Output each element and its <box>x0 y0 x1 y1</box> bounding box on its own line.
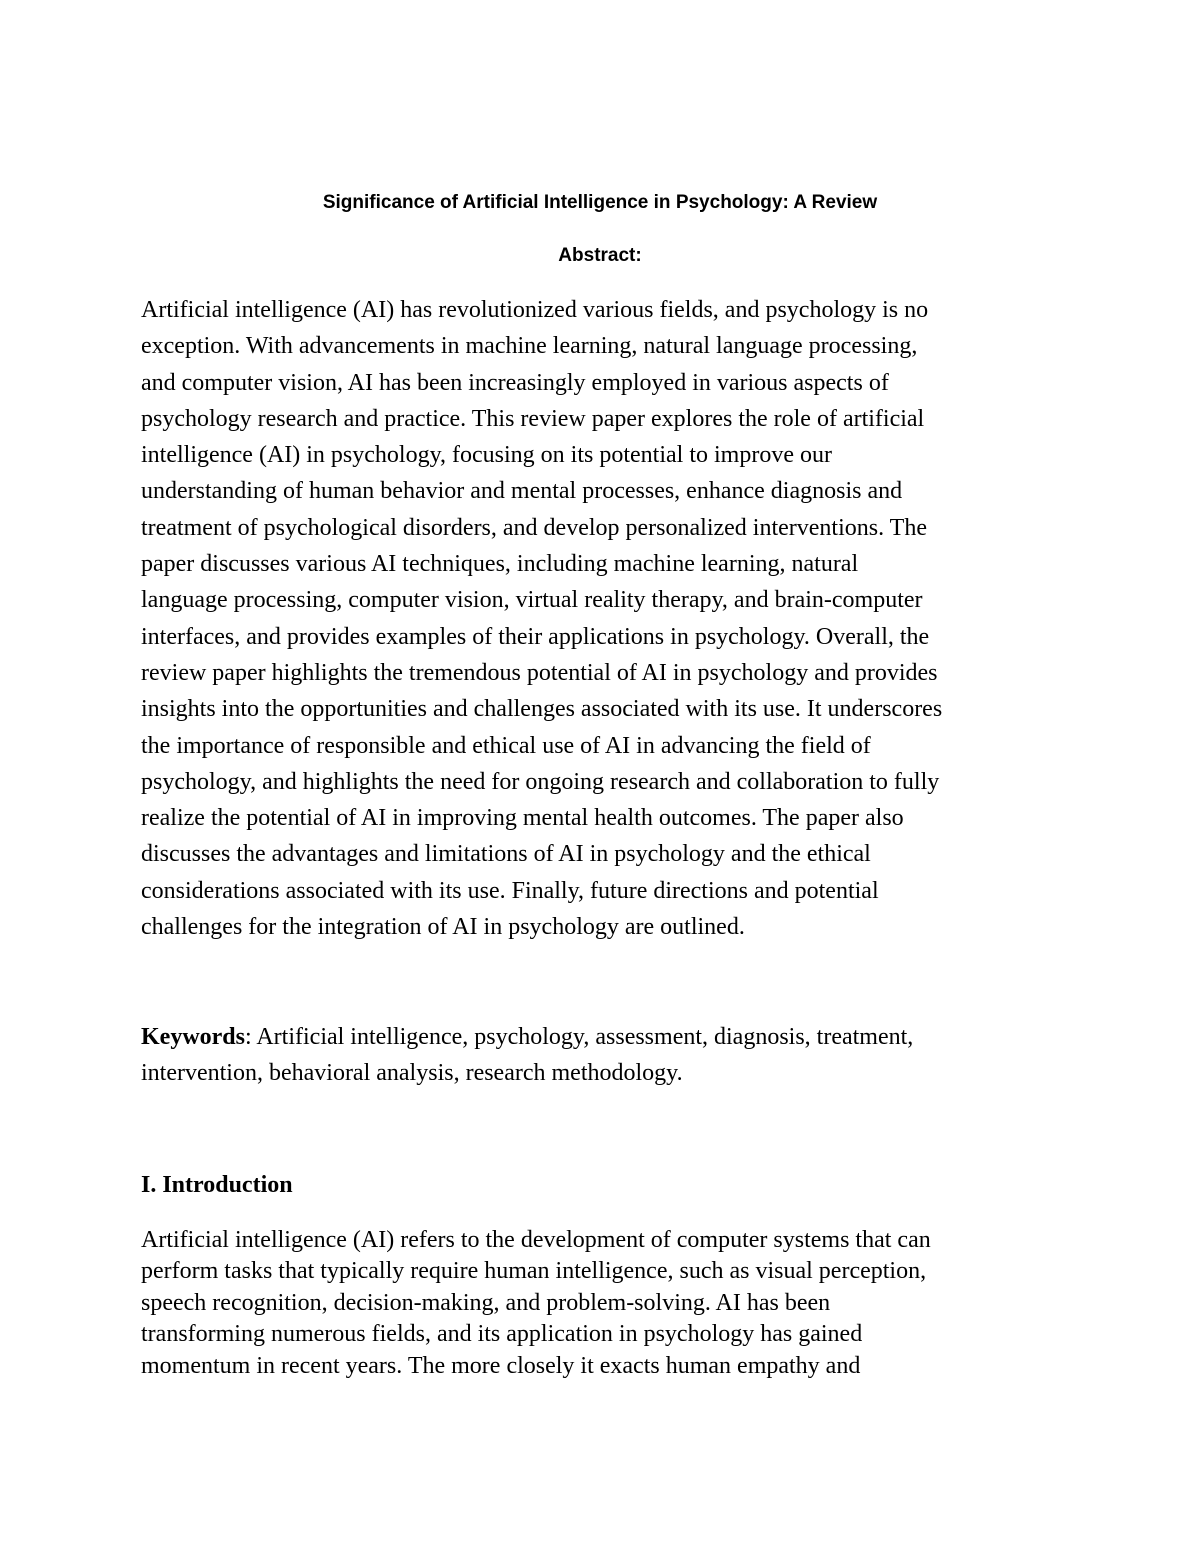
keywords-line: intervention, behavioral analysis, research methodology. <box>141 1060 683 1087</box>
introduction-line: Artificial intelligence (AI) refers to the development of computer systems that can <box>141 1227 931 1253</box>
abstract-line: Artificial intelligence (AI) has revolutionized various fields, and psychology is no <box>141 297 929 323</box>
introduction-line: momentum in recent years. The more closely it exacts human empathy and <box>141 1352 861 1379</box>
abstract-line: intelligence (AI) in psychology, focusing on its potential to improve our <box>141 442 832 469</box>
abstract-line: realize the potential of AI in improving mental health outcomes. The paper also <box>141 805 904 832</box>
introduction-line: perform tasks that typically require human intelligence, such as visual perception, <box>141 1258 927 1285</box>
abstract-heading: Abstract: <box>558 245 642 266</box>
abstract-line: insights into the opportunities and challenges associated with its use. It underscores <box>141 696 943 723</box>
document-title: Significance of Artificial Intelligence in Psychology: A Review <box>322 192 878 213</box>
keywords-line <box>141 1019 1071 1055</box>
abstract-line: psychology, and highlights the need for ongoing research and collaboration to fully <box>141 768 940 795</box>
abstract-line: exception. With advancements in machine learning, natural language processing, <box>141 333 918 360</box>
abstract-line: the importance of responsible and ethical use of AI in advancing the field of <box>141 732 871 759</box>
abstract-line: challenges for the integration of AI in psychology are outlined. <box>141 914 745 941</box>
abstract-line: paper discusses various AI techniques, including machine learning, natural <box>141 551 859 578</box>
abstract-body <box>141 292 1071 945</box>
keywords-section <box>141 1019 1071 1092</box>
introduction-line: transforming numerous fields, and its application in psychology has gained <box>141 1321 863 1348</box>
introduction-line: speech recognition, decision-making, and problem-solving. AI has been <box>141 1289 831 1316</box>
abstract-line: interfaces, and provides examples of their applications in psychology. Overall, the <box>141 623 930 650</box>
abstract-line: discusses the advantages and limitations of AI in psychology and the ethical <box>141 841 871 868</box>
abstract-line: review paper highlights the tremendous potential of AI in psychology and provides <box>141 659 938 686</box>
introduction-heading: I. Introduction <box>141 1172 293 1198</box>
abstract-line: psychology research and practice. This review paper explores the role of artificial <box>141 405 925 432</box>
abstract-line: language processing, computer vision, virtual reality therapy, and brain-computer <box>141 587 923 614</box>
keywords-label: Keywords <box>141 1024 245 1050</box>
keywords-list: : Artificial intelligence, psychology, assessment, diagnosis, treatment, <box>245 1024 914 1050</box>
abstract-line: understanding of human behavior and mental processes, enhance diagnosis and <box>141 478 903 505</box>
introduction-body <box>141 1225 1071 1382</box>
abstract-line: treatment of psychological disorders, and develop personalized interventions. The <box>141 514 927 541</box>
abstract-line: and computer vision, AI has been increasingly employed in various aspects of <box>141 369 889 396</box>
abstract-line: considerations associated with its use. Finally, future directions and potential <box>141 877 879 904</box>
